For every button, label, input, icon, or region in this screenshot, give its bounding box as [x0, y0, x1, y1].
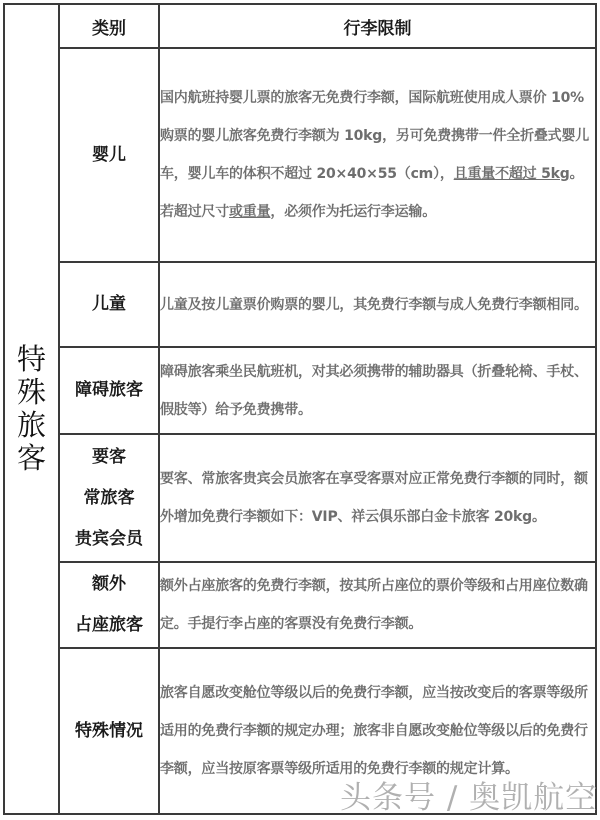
- group-cell: [4, 4, 59, 814]
- description-cell: 障碍旅客乘坐民航班机，对其必须携带的辅助器具（折叠轮椅、手杖、假肢等）给予免费携带。: [159, 347, 596, 434]
- category-cell: [59, 48, 159, 262]
- category-label: 常旅客: [83, 487, 135, 508]
- table-header-row: [4, 4, 596, 48]
- table-row-vip: [4, 434, 596, 562]
- category-label: 儿童: [92, 294, 126, 314]
- header-category: 类别: [59, 4, 159, 48]
- group-label: 特殊旅客: [16, 342, 46, 475]
- description-cell: [159, 48, 596, 262]
- category-label: 额外: [92, 574, 126, 594]
- header-restriction: 行李限制: [159, 4, 596, 48]
- description-cell: 额外占座旅客的免费行李额，按其所占座位的票价等级和占用座位数确定。手提行李占座的客票没有免费行李额。: [159, 562, 596, 648]
- baggage-rules-table: [3, 3, 597, 815]
- description-cell: 儿童及按儿童票价购票的婴儿，其免费行李额与成人免费行李额相同。: [159, 262, 596, 347]
- description-cell: 旅客自愿改变舱位等级以后的免费行李额，应当按改变后的客票等级所适用的免费行李额的规定办理；旅客非自愿改变舱位等级以后的免费行李额，应当按原客票等级所适用的免费行李额的规定计算。: [159, 648, 596, 814]
- category-label: 要客: [92, 446, 126, 467]
- watermark: 头条号 / 奥凯航空: [340, 780, 598, 816]
- description-underlined-text: 或重量: [229, 204, 271, 220]
- category-cell: [59, 648, 159, 814]
- description-cell: 要客、常旅客贵宾会员旅客在享受客票对应正常免费行李额的同时，额外增加免费行李额如下：VIP、祥云俱乐部白金卡旅客 20kg。: [159, 434, 596, 562]
- category-label: 婴儿: [92, 144, 126, 165]
- description-underlined-text: 且重量不超过 5kg: [453, 166, 570, 182]
- category-cell: [59, 562, 159, 648]
- category-label: 障碍旅客: [75, 380, 143, 400]
- category-label: 贵宾会员: [75, 528, 143, 549]
- table-row-disabled: [4, 347, 596, 434]
- description-text: 。若超过尺寸: [160, 166, 584, 220]
- category-label: 占座旅客: [75, 615, 143, 635]
- table-row-extra-seat: [4, 562, 596, 648]
- table-row-child: [4, 262, 596, 347]
- category-cell: [59, 347, 159, 434]
- category-label: 特殊情况: [75, 720, 143, 741]
- table-row-infant: [4, 48, 596, 262]
- description-text: 国内航班持婴儿票的旅客无免费行李额，国际航班使用成人票价 10%购票的婴儿旅客免费行李额为 10kg，另可免费携带一件全折叠式婴儿车，婴儿车的体积不超过 20×40×55（cm），: [160, 90, 590, 182]
- description-text: ，必须作为托运行李运输。: [270, 204, 437, 220]
- category-cell: [59, 262, 159, 347]
- category-cell: [59, 434, 159, 562]
